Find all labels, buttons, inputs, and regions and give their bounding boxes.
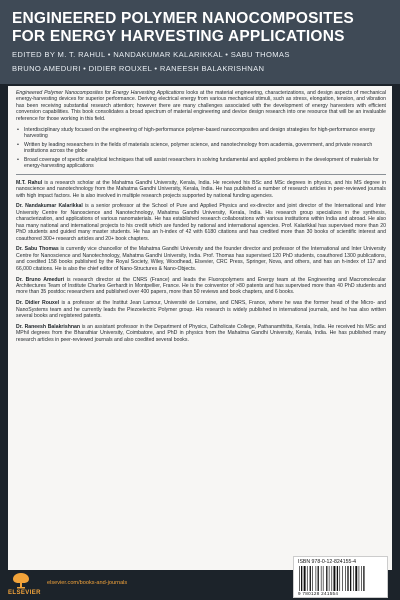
editors-line-1: EDITED BY M. T. RAHUL • NANDAKUMAR KALARIKKAL • SABU THOMAS <box>12 50 290 59</box>
bio-balakrishnan <box>16 324 386 343</box>
isbn-label: ISBN 978-0-12-824155-4 <box>298 559 356 565</box>
intro-book-title: Engineered Polymer Nanocomposites for Energy Harvesting Applications <box>16 90 185 96</box>
bio-text: is a professor at the Institut Jean Lamour, Université de Lorraine, and CNRS, France, where he was the former head of the Micro- and NanoSystems team and he currently leads the Piezoelectric Polymer group. His research is widely published in international journals, and he has also written several books and registered patents. <box>16 300 386 320</box>
isbn-barcode-box <box>293 556 388 598</box>
bio-name: Dr. Didier Rouxel <box>16 300 60 307</box>
publisher-name: ELSEVIER <box>8 590 41 596</box>
bio-name: Dr. Bruno Ameduri <box>16 276 65 283</box>
feature-item: • Interdisciplinary study focused on the engineering of high-performance polymer-based nanocomposites and design strategies for high-performance energy harvesting <box>16 127 386 140</box>
bio-name: Dr. Sabu Thomas <box>16 246 59 253</box>
bio-ameduri <box>16 277 386 296</box>
cover-footer <box>0 570 290 600</box>
feature-item: • Broad coverage of specific analytical techniques that will assist researchers in solving fundamental and applied problems in the development of materials for energy-harvesting applications <box>16 157 386 170</box>
bio-rahul <box>16 180 386 199</box>
bio-thomas <box>16 246 386 272</box>
intro-paragraph <box>16 90 386 122</box>
barcode-icon <box>298 566 383 591</box>
publisher-url: elsevier.com/books-and-journals <box>47 580 128 586</box>
feature-item: • Written by leading researchers in the fields of materials science, polymer science, and nanotechnology from academia, government, and private research institutions across the globe <box>16 142 386 155</box>
cover-header <box>0 0 400 84</box>
description-panel <box>8 86 392 570</box>
book-title-line-1: ENGINEERED POLYMER NANOCOMPOSITES <box>12 10 354 27</box>
bio-kalarikkal <box>16 203 386 242</box>
editors-line-2: BRUNO AMEDURI • DIDIER ROUXEL • RANEESH BALAKRISHNAN <box>12 64 265 73</box>
bio-text: is an assistant professor in the Department of Physics, Catholicate College, Pathanamthitta, Kerala, India. He received his MSc and MPhil degrees from the Bharathiar University, Coimbatore, and PhD in physics from the Mahatma Gandhi University, Kerala, India. He has published many research articles in peer-reviewed journals and also coedited several books. <box>16 323 386 343</box>
bio-text: is a senior professor at the School of Pure and Applied Physics and ex-director and joint director of the International and Inter University Centre for Nanoscience and Nanotechnology, Mahatma Gandhi University, Kerala, India. His research group specializes in the synthesis, characterization, and applications of various nanomaterials. He has established research collaborations with various institutions within India and abroad. He also has many national and international projects to his credit which are funded by national and international agencies. Prof. Kalarikkal has supervised more than 20 PhD students and guided many master students. He has an h-index of 42 with 6180 citations and has credited more than 30 books of scientific interest and coauthored 300+ research articles and 20+ book chapters. <box>16 203 386 242</box>
bio-name: Dr. Nandakumar Kalarikkal <box>16 203 83 210</box>
divider <box>16 174 386 175</box>
elsevier-tree-logo-icon <box>8 570 34 590</box>
bio-text: is a research scholar at the Mahatma Gandhi University, Kerala, India. He received his BSc and MSc degrees in physics, and his MS degree in nanoscience and nanotechnology from the Mahatma Gandhi University, Kerala, India. He has published a number of research articles in peer-reviewed journals with high impact factors. He is also involved in multiple research projects supported by national funding agencies. <box>16 179 387 199</box>
bio-text: is research director at the CNRS (France) and leads the Fluoropolymers and Energy team at the Engineering and Macromolecular Architectures Team of Institute Charles Gerhardt in Montpellier, France. He is the coinventor of >80 patents and has supervised more than 40 PhD students and more than 35 postdoc researchers and published over 400 papers, more than 50 reviews and book chapters, and 6 books. <box>16 276 386 296</box>
feature-list <box>16 127 386 170</box>
book-title-line-2: FOR ENERGY HARVESTING APPLICATIONS <box>12 28 345 45</box>
bio-name: Dr. Raneesh Balakrishnan <box>16 323 80 330</box>
bio-text: is currently vice chancellor of the Mahatma Gandhi University and the founder director and professor of the International and Inter University Centre for Nanoscience and Nanotechnology, Mahatma Gandhi University, India. Prof. Thomas has supervised 120 PhD students, coauthored 1300 publications, and coedited 158 books published by the Royal Society, Wiley, Woodhead, Elsevier, CRC Press, Springer, Nova, and others, and has an h-index of 117 and 66,000 citations. He is also the chief editor of Nano-Structures & Nano-Objects. <box>16 246 386 272</box>
bio-rouxel <box>16 300 386 319</box>
intro-text: looks at the material engineering, characterizations, and design aspects of mechanical energy-harvesting devices for superior performance. Deriving electrical energy from various mechanical stimuli, such as stress, elongation, tension, and vibration has been receiving substantial research attention; however there are many challenges associated with the development of energy harvesters with efficient conversion capabilities. This book consolidates a broad spectrum of material engineering and device design research into one resource that will be an invaluable reference for those working in this field. <box>16 90 386 122</box>
bio-name: M.T. Rahul <box>16 179 43 186</box>
barcode-number: 9 780128 241554 <box>298 591 339 596</box>
